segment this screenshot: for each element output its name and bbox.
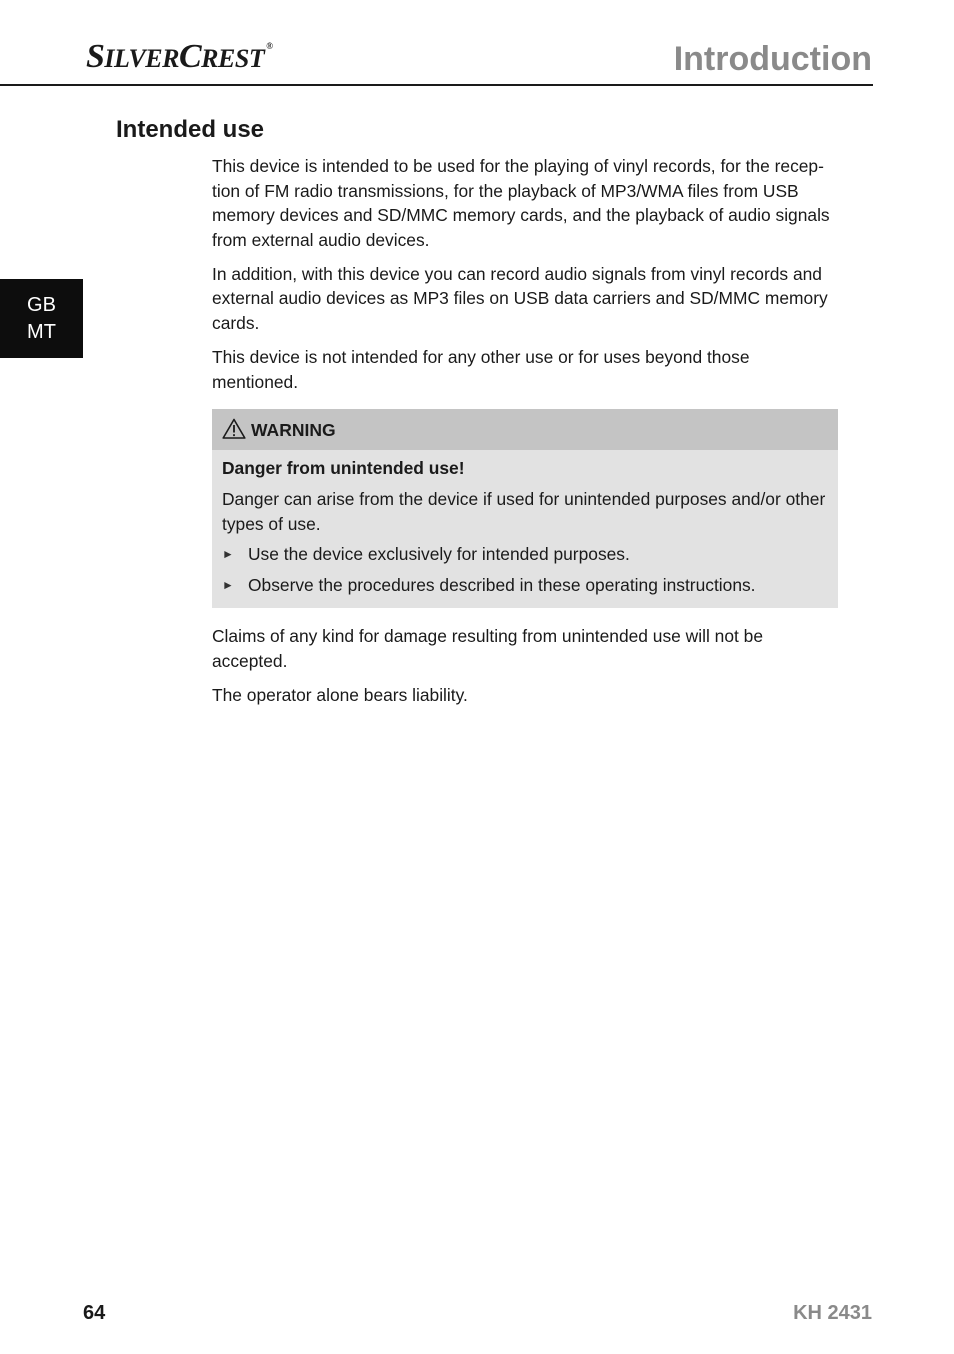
logo-part-ilver: ILVER xyxy=(104,44,179,73)
paragraph-recording: In addition, with this device you can record audio signals from vinyl records and external audio devices as MP3 files on USB data carriers and SD/MMC memory cards. xyxy=(212,263,828,334)
warning-bullet xyxy=(222,542,828,567)
warning-label: WARNING xyxy=(251,419,336,440)
warning-box xyxy=(212,409,838,608)
warning-text: Danger can arise from the device if used for unintended purposes and/or other types of use. xyxy=(222,488,826,534)
brand-logo xyxy=(86,40,272,74)
chapter-title: Introduction xyxy=(673,40,872,78)
warning-subheading: Danger from unintended use! xyxy=(222,458,465,479)
paragraph-liability: The operator alone bears liability. xyxy=(212,685,468,705)
bullet-arrow-icon: ► xyxy=(222,547,234,562)
warning-triangle-icon xyxy=(222,418,246,439)
logo-letter-s: S xyxy=(86,38,105,75)
paragraph-not-intended: This device is not intended for any other use or for uses beyond those mentioned. xyxy=(212,347,750,392)
warning-bullet-text: Observe the procedures described in these operating instructions. xyxy=(248,575,756,596)
language-code-mt: MT xyxy=(27,320,56,343)
model-number: KH 2431 xyxy=(793,1302,872,1324)
header-divider xyxy=(0,84,873,86)
bullet-arrow-icon: ► xyxy=(222,578,234,593)
paragraph-claims: Claims of any kind for damage resulting from unintended use will not be accepted. xyxy=(212,626,763,671)
registered-mark: ® xyxy=(266,41,273,51)
section-content xyxy=(212,154,838,717)
language-tab xyxy=(0,279,83,358)
section-heading: Intended use xyxy=(116,116,265,143)
language-code-gb: GB xyxy=(27,293,56,316)
warning-body xyxy=(212,450,838,608)
logo-letter-c: C xyxy=(178,38,202,75)
paragraph-intended-purpose: This device is intended to be used for the playing of vinyl records, for the recep-tion of FM radio transmissions, for the playback of MP3/WMA files from USB memory devices and SD/MMC memory cards, and the playback of audio signals from external audio devices. xyxy=(212,156,830,250)
warning-bullet-text: Use the device exclusively for intended purposes. xyxy=(248,544,630,565)
page-number: 64 xyxy=(83,1302,106,1324)
warning-bullet xyxy=(222,573,828,598)
logo-part-rest: REST xyxy=(201,44,265,73)
warning-header xyxy=(212,409,838,450)
